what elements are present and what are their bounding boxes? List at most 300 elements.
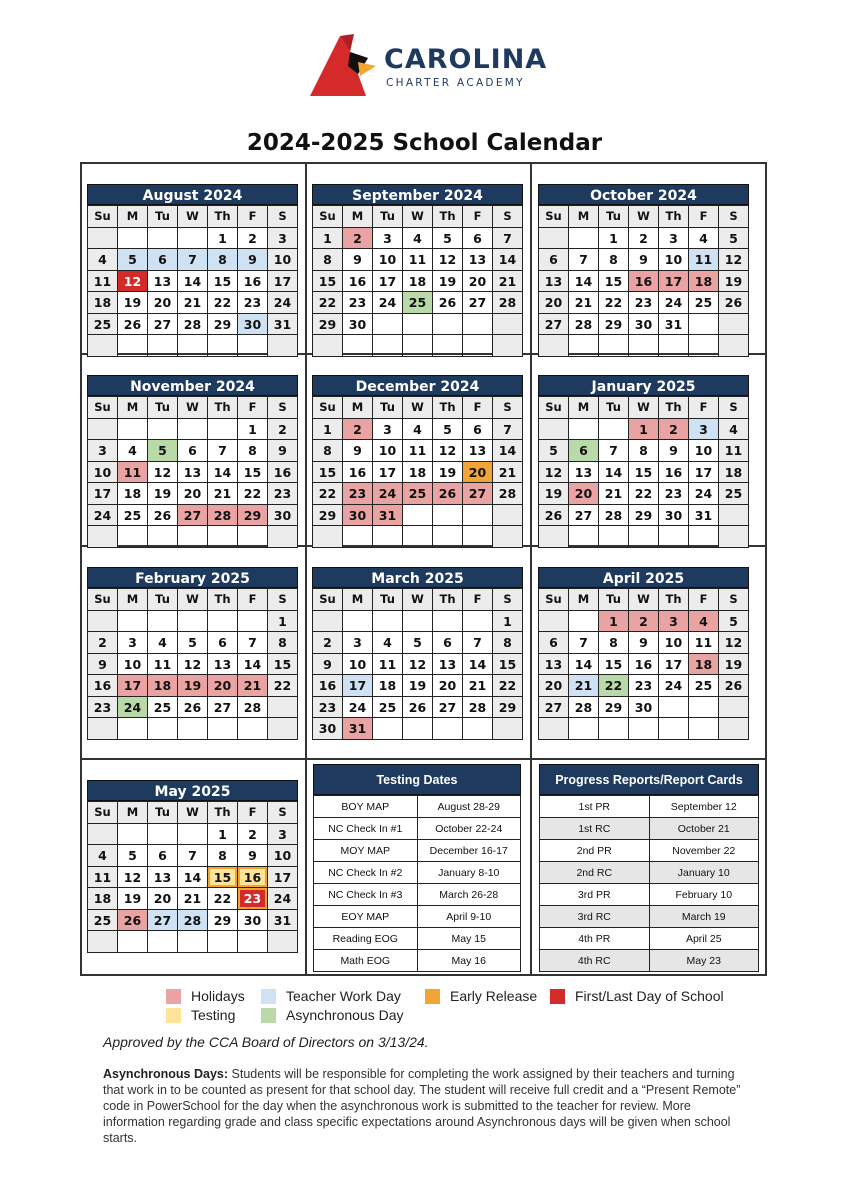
empty-cell	[148, 718, 178, 740]
row-date: January 8-10	[417, 862, 521, 884]
empty-cell	[238, 718, 268, 740]
day-cell: 12	[118, 867, 148, 889]
day-cell: 6	[208, 632, 238, 654]
empty-cell	[148, 611, 178, 633]
day-cell: 4	[373, 632, 403, 654]
day-cell: 6	[433, 632, 463, 654]
day-cell: 5	[539, 440, 569, 462]
day-cell: 12	[148, 462, 178, 484]
day-cell: 1	[313, 228, 343, 250]
month-grid	[312, 396, 523, 548]
month-grid	[87, 396, 298, 548]
day-cell: 23	[313, 697, 343, 719]
day-cell: 4	[88, 845, 118, 867]
empty-cell	[539, 228, 569, 250]
day-cell: 13	[539, 271, 569, 293]
legend-holidays	[166, 988, 245, 1004]
month-grid	[538, 588, 749, 740]
empty-cell	[433, 611, 463, 633]
empty-cell	[569, 335, 599, 357]
day-cell: 2	[629, 611, 659, 633]
month-grid	[312, 205, 523, 357]
row-label: EOY MAP	[314, 906, 418, 928]
approval-note: Approved by the CCA Board of Directors on 3/13/24.	[103, 1034, 429, 1050]
day-cell: 19	[719, 271, 749, 293]
day-cell: 9	[268, 440, 298, 462]
day-cell: 27	[148, 910, 178, 932]
day-cell: 30	[238, 910, 268, 932]
day-cell: 25	[148, 697, 178, 719]
weekday-header: W	[178, 589, 208, 611]
empty-cell	[208, 718, 238, 740]
day-cell: 28	[569, 314, 599, 336]
empty-cell	[719, 526, 749, 548]
day-cell: 20	[463, 462, 493, 484]
day-cell: 23	[88, 697, 118, 719]
empty-cell	[569, 718, 599, 740]
month-title: August 2024	[87, 184, 298, 205]
weekday-header: Th	[659, 206, 689, 228]
day-cell: 18	[118, 483, 148, 505]
row-date: October 21	[649, 818, 759, 840]
day-cell: 15	[599, 654, 629, 676]
empty-cell	[373, 335, 403, 357]
day-cell: 11	[689, 632, 719, 654]
row-label: 1st PR	[540, 796, 650, 818]
day-cell: 24	[373, 483, 403, 505]
day-cell: 29	[313, 505, 343, 527]
day-cell: 31	[689, 505, 719, 527]
day-cell: 5	[118, 845, 148, 867]
day-cell: 23	[343, 292, 373, 314]
day-cell: 29	[208, 314, 238, 336]
empty-cell	[569, 611, 599, 633]
table-row	[540, 906, 759, 928]
empty-cell	[178, 228, 208, 250]
empty-cell	[493, 314, 523, 336]
weekday-header: Th	[433, 589, 463, 611]
weekday-header: Th	[208, 589, 238, 611]
day-cell: 2	[659, 419, 689, 441]
day-cell: 21	[493, 271, 523, 293]
weekday-header: M	[343, 206, 373, 228]
empty-cell	[433, 718, 463, 740]
empty-cell	[719, 505, 749, 527]
day-cell: 24	[659, 675, 689, 697]
day-cell: 21	[178, 888, 208, 910]
month-september-2024	[312, 184, 523, 357]
empty-cell	[403, 526, 433, 548]
day-cell: 28	[493, 292, 523, 314]
day-cell: 14	[178, 271, 208, 293]
day-cell: 27	[433, 697, 463, 719]
day-cell: 19	[148, 483, 178, 505]
legend-label: Holidays	[191, 988, 245, 1004]
month-grid	[312, 588, 523, 740]
month-grid	[87, 205, 298, 357]
day-cell: 23	[629, 292, 659, 314]
empty-cell	[118, 526, 148, 548]
row-date: October 22-24	[417, 818, 521, 840]
weekday-header: Su	[88, 206, 118, 228]
teacher-work-day-swatch	[261, 989, 276, 1004]
empty-cell	[463, 314, 493, 336]
empty-cell	[569, 419, 599, 441]
day-cell: 21	[208, 483, 238, 505]
month-title: November 2024	[87, 375, 298, 396]
day-cell: 29	[629, 505, 659, 527]
empty-cell	[118, 335, 148, 357]
day-cell: 28	[238, 697, 268, 719]
empty-cell	[629, 718, 659, 740]
month-title: October 2024	[538, 184, 749, 205]
day-cell: 6	[539, 249, 569, 271]
empty-cell	[373, 314, 403, 336]
day-cell: 1	[599, 611, 629, 633]
empty-cell	[403, 505, 433, 527]
day-cell: 15	[238, 462, 268, 484]
empty-cell	[148, 931, 178, 953]
row-date: August 28-29	[417, 796, 521, 818]
empty-cell	[493, 718, 523, 740]
weekday-header: F	[463, 206, 493, 228]
weekday-header: S	[268, 206, 298, 228]
row-date: May 15	[417, 928, 521, 950]
day-cell: 20	[148, 292, 178, 314]
weekday-header: Th	[659, 589, 689, 611]
empty-cell	[238, 526, 268, 548]
month-grid	[538, 205, 749, 357]
day-cell: 20	[178, 483, 208, 505]
day-cell: 21	[238, 675, 268, 697]
empty-cell	[88, 419, 118, 441]
empty-cell	[313, 611, 343, 633]
day-cell: 18	[403, 462, 433, 484]
weekday-header: Tu	[148, 802, 178, 824]
empty-cell	[659, 697, 689, 719]
day-cell: 3	[659, 228, 689, 250]
day-cell: 31	[659, 314, 689, 336]
weekday-header: Su	[88, 397, 118, 419]
day-cell: 5	[719, 228, 749, 250]
day-cell: 9	[629, 249, 659, 271]
day-cell: 18	[403, 271, 433, 293]
day-cell: 25	[403, 292, 433, 314]
progress-reports-panel	[539, 764, 759, 972]
day-cell: 8	[629, 440, 659, 462]
empty-cell	[88, 611, 118, 633]
empty-cell	[433, 314, 463, 336]
month-april-2025	[538, 567, 749, 740]
day-cell: 16	[268, 462, 298, 484]
month-title: February 2025	[87, 567, 298, 588]
day-cell: 18	[373, 675, 403, 697]
table-row	[314, 840, 521, 862]
empty-cell	[178, 931, 208, 953]
day-cell: 24	[268, 292, 298, 314]
day-cell: 26	[403, 697, 433, 719]
day-cell: 17	[373, 271, 403, 293]
day-cell: 3	[373, 419, 403, 441]
empty-cell	[118, 931, 148, 953]
day-cell: 6	[178, 440, 208, 462]
empty-cell	[463, 718, 493, 740]
day-cell: 4	[88, 249, 118, 271]
weekday-header: F	[463, 397, 493, 419]
day-cell: 18	[88, 292, 118, 314]
empty-cell	[689, 718, 719, 740]
weekday-header: M	[569, 397, 599, 419]
day-cell: 14	[463, 654, 493, 676]
day-cell: 16	[629, 271, 659, 293]
note-label: Asynchronous Days:	[103, 1067, 229, 1081]
day-cell: 19	[178, 675, 208, 697]
day-cell: 20	[539, 292, 569, 314]
month-february-2025	[87, 567, 298, 740]
day-cell: 11	[88, 271, 118, 293]
day-cell: 26	[118, 910, 148, 932]
empty-cell	[268, 335, 298, 357]
empty-cell	[88, 526, 118, 548]
weekday-header: Tu	[148, 206, 178, 228]
weekday-header: W	[403, 206, 433, 228]
day-cell: 13	[569, 462, 599, 484]
weekday-header: Th	[433, 206, 463, 228]
empty-cell	[178, 419, 208, 441]
empty-cell	[719, 335, 749, 357]
day-cell: 5	[433, 228, 463, 250]
empty-cell	[118, 419, 148, 441]
day-cell: 11	[148, 654, 178, 676]
day-cell: 29	[238, 505, 268, 527]
row-date: December 16-17	[417, 840, 521, 862]
day-cell: 29	[313, 314, 343, 336]
day-cell: 15	[313, 462, 343, 484]
empty-cell	[268, 526, 298, 548]
day-cell: 16	[313, 675, 343, 697]
day-cell: 4	[403, 228, 433, 250]
empty-cell	[569, 526, 599, 548]
day-cell: 22	[313, 292, 343, 314]
month-title: May 2025	[87, 780, 298, 801]
weekday-header: Th	[208, 397, 238, 419]
weekday-header: Su	[539, 397, 569, 419]
day-cell: 27	[463, 483, 493, 505]
day-cell: 10	[659, 249, 689, 271]
day-cell: 20	[148, 888, 178, 910]
row-date: November 22	[649, 840, 759, 862]
empty-cell	[599, 419, 629, 441]
table-row	[314, 906, 521, 928]
empty-cell	[118, 824, 148, 846]
row-date: May 16	[417, 950, 521, 972]
day-cell: 28	[599, 505, 629, 527]
weekday-header: W	[178, 802, 208, 824]
month-grid	[538, 396, 749, 548]
day-cell: 20	[539, 675, 569, 697]
month-may-2025	[87, 780, 298, 953]
day-cell: 29	[493, 697, 523, 719]
day-cell: 25	[689, 292, 719, 314]
empty-cell	[569, 228, 599, 250]
table-row	[314, 818, 521, 840]
day-cell: 27	[148, 314, 178, 336]
empty-cell	[208, 931, 238, 953]
day-cell: 16	[88, 675, 118, 697]
empty-cell	[88, 931, 118, 953]
day-cell: 2	[313, 632, 343, 654]
day-cell: 3	[118, 632, 148, 654]
empty-cell	[238, 931, 268, 953]
cardinal-logo-icon	[310, 30, 378, 98]
empty-cell	[88, 718, 118, 740]
day-cell: 25	[88, 314, 118, 336]
day-cell: 10	[659, 632, 689, 654]
empty-cell	[689, 526, 719, 548]
day-cell: 24	[118, 697, 148, 719]
day-cell: 24	[343, 697, 373, 719]
day-cell: 9	[238, 249, 268, 271]
weekday-header: Th	[659, 397, 689, 419]
empty-cell	[403, 718, 433, 740]
day-cell: 29	[599, 314, 629, 336]
weekday-header: S	[719, 397, 749, 419]
day-cell: 25	[118, 505, 148, 527]
weekday-header: F	[463, 589, 493, 611]
day-cell: 15	[268, 654, 298, 676]
empty-cell	[629, 335, 659, 357]
day-cell: 26	[719, 292, 749, 314]
day-cell: 5	[178, 632, 208, 654]
day-cell: 26	[118, 314, 148, 336]
day-cell: 27	[569, 505, 599, 527]
weekday-header: F	[238, 206, 268, 228]
day-cell: 16	[659, 462, 689, 484]
weekday-header: Tu	[148, 397, 178, 419]
day-cell: 16	[343, 462, 373, 484]
day-cell: 19	[118, 888, 148, 910]
weekday-header: M	[118, 589, 148, 611]
day-cell: 8	[268, 632, 298, 654]
empty-cell	[178, 718, 208, 740]
empty-cell	[493, 505, 523, 527]
weekday-header: Tu	[599, 397, 629, 419]
day-cell: 13	[539, 654, 569, 676]
legend-label: First/Last Day of School	[575, 988, 724, 1004]
day-cell: 16	[238, 271, 268, 293]
month-title: December 2024	[312, 375, 523, 396]
day-cell: 9	[238, 845, 268, 867]
day-cell: 17	[659, 654, 689, 676]
first-last-day-swatch	[550, 989, 565, 1004]
day-cell: 10	[689, 440, 719, 462]
empty-cell	[659, 718, 689, 740]
day-cell: 18	[88, 888, 118, 910]
row-date: April 9-10	[417, 906, 521, 928]
empty-cell	[403, 335, 433, 357]
day-cell: 29	[208, 910, 238, 932]
day-cell: 26	[719, 675, 749, 697]
weekday-header: S	[493, 589, 523, 611]
day-cell: 14	[493, 440, 523, 462]
day-cell: 12	[719, 249, 749, 271]
empty-cell	[539, 419, 569, 441]
day-cell: 1	[313, 419, 343, 441]
weekday-header: F	[238, 589, 268, 611]
empty-cell	[373, 526, 403, 548]
day-cell: 3	[659, 611, 689, 633]
weekday-header: Tu	[148, 589, 178, 611]
day-cell: 27	[539, 314, 569, 336]
day-cell: 22	[268, 675, 298, 697]
weekday-header: S	[493, 206, 523, 228]
day-cell: 2	[268, 419, 298, 441]
day-cell: 7	[569, 249, 599, 271]
month-january-2025	[538, 375, 749, 548]
month-title: March 2025	[312, 567, 523, 588]
day-cell: 11	[689, 249, 719, 271]
day-cell: 30	[238, 314, 268, 336]
day-cell: 17	[118, 675, 148, 697]
legend-teacher-work-day	[261, 988, 401, 1004]
day-cell: 9	[343, 249, 373, 271]
weekday-header: Tu	[373, 589, 403, 611]
day-cell: 15	[493, 654, 523, 676]
empty-cell	[403, 314, 433, 336]
empty-cell	[118, 228, 148, 250]
day-cell: 26	[539, 505, 569, 527]
empty-cell	[343, 611, 373, 633]
month-march-2025	[312, 567, 523, 740]
page-title: 2024-2025 School Calendar	[246, 130, 603, 156]
day-cell: 9	[313, 654, 343, 676]
day-cell: 18	[689, 654, 719, 676]
day-cell: 27	[208, 697, 238, 719]
day-cell: 31	[373, 505, 403, 527]
day-cell: 12	[178, 654, 208, 676]
day-cell: 1	[493, 611, 523, 633]
day-cell: 26	[148, 505, 178, 527]
empty-cell	[313, 526, 343, 548]
legend	[0, 988, 849, 1028]
day-cell: 3	[689, 419, 719, 441]
day-cell: 1	[238, 419, 268, 441]
day-cell: 30	[659, 505, 689, 527]
testing-swatch	[166, 1008, 181, 1023]
day-cell: 25	[88, 910, 118, 932]
day-cell: 19	[403, 675, 433, 697]
empty-cell	[463, 335, 493, 357]
empty-cell	[208, 611, 238, 633]
day-cell: 9	[88, 654, 118, 676]
day-cell: 3	[343, 632, 373, 654]
day-cell: 23	[268, 483, 298, 505]
weekday-header: M	[118, 802, 148, 824]
weekday-header: Su	[88, 589, 118, 611]
day-cell: 23	[238, 888, 268, 910]
day-cell: 7	[493, 228, 523, 250]
day-cell: 15	[599, 271, 629, 293]
day-cell: 11	[403, 440, 433, 462]
empty-cell	[719, 314, 749, 336]
empty-cell	[463, 526, 493, 548]
day-cell: 8	[208, 845, 238, 867]
day-cell: 19	[433, 462, 463, 484]
day-cell: 27	[539, 697, 569, 719]
day-cell: 12	[118, 271, 148, 293]
row-date: March 19	[649, 906, 759, 928]
weekday-header: Tu	[599, 589, 629, 611]
